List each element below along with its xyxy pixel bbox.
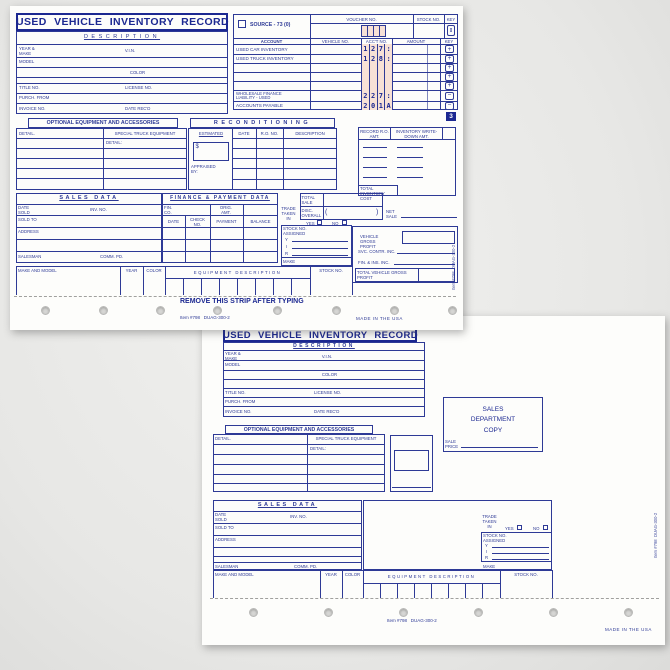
digit-cell: 1 — [377, 101, 385, 110]
form2-made-in-usa: MADE IN THE USA — [605, 627, 652, 632]
rule — [291, 278, 292, 295]
rule — [16, 138, 187, 139]
voucher-no-header: VOUCHER NO. — [346, 16, 377, 22]
date-recd-label: DATE REC'D — [125, 105, 151, 111]
rule — [300, 206, 383, 207]
digit-cell: A — [384, 101, 392, 110]
form1-made-in-usa: MADE IN THE USA — [356, 316, 403, 321]
rule — [492, 553, 549, 554]
rule — [219, 278, 220, 295]
form2-title: USED VEHICLE INVENTORY RECORD — [223, 330, 418, 341]
digit-cell: : — [384, 54, 392, 63]
rule — [223, 350, 425, 351]
rule — [213, 454, 385, 455]
appraised-by-label: APPRAISED BY: — [191, 164, 216, 175]
key-plus: + — [445, 45, 454, 53]
rule — [392, 38, 393, 110]
rule — [213, 570, 552, 571]
digit-cell: 8 — [377, 54, 385, 63]
r-label: R — [285, 251, 289, 256]
rule — [16, 266, 352, 267]
yes-label: YES — [306, 221, 315, 226]
date-sold-label: DATE SOLD — [215, 512, 227, 523]
rule — [213, 570, 214, 598]
acct-no-cells — [362, 90, 392, 101]
digit-cell — [377, 72, 385, 81]
vin-label: V.I.N. — [124, 48, 136, 53]
make-label: MAKE — [283, 259, 296, 264]
color-label: COLOR — [321, 372, 338, 377]
digit-cell: 7 — [377, 44, 385, 54]
rule — [380, 583, 381, 598]
rule — [292, 248, 348, 249]
special-truck-label: SPECIAL TRUCK EQUIPMENT — [315, 436, 377, 441]
rule — [16, 57, 228, 58]
model-label: MODEL — [19, 59, 35, 64]
yes-label: YES — [505, 526, 514, 531]
rule — [281, 257, 352, 258]
digit-cell: 2 — [369, 90, 377, 101]
recon-desc-header: DESCRIPTION — [295, 131, 325, 136]
entry-line — [363, 147, 387, 148]
total-sale-label: TOTAL SALE — [301, 195, 315, 206]
stock-no-header: STOCK NO. — [416, 16, 441, 22]
finance-heading: FINANCE & PAYMENT DATA — [170, 194, 270, 201]
rule — [552, 570, 553, 598]
year-make-label: YEAR & MAKE — [19, 45, 35, 56]
vgp-value-box — [402, 231, 455, 244]
rule — [162, 215, 278, 216]
punch-hole — [156, 306, 165, 315]
digit-cell: 0 — [369, 101, 377, 110]
date-sold-label: DATE SOLD — [18, 205, 30, 216]
rule — [183, 278, 184, 295]
sales-copy-form — [202, 316, 665, 645]
rule — [223, 379, 425, 380]
digit-cell — [369, 72, 377, 81]
key-plus: + — [445, 55, 454, 63]
rule — [213, 511, 362, 512]
rule — [233, 63, 458, 64]
rule — [232, 148, 337, 149]
digit-cell: 1 — [363, 54, 368, 63]
entry-line — [397, 157, 423, 158]
acct-no-cells — [362, 63, 392, 72]
rule — [273, 278, 274, 295]
key-minus: − — [445, 92, 454, 100]
invoice-no-label: INVOICE NO. — [225, 408, 252, 414]
yes-checkbox — [517, 525, 522, 530]
total-inventory-label: TOTAL INVENTORY COST — [360, 186, 385, 202]
rule — [465, 583, 466, 598]
punch-hole — [249, 608, 258, 617]
punch-hole — [474, 608, 483, 617]
fin-date-header: DATE — [167, 219, 180, 224]
dollar-sign: $ — [195, 144, 199, 150]
account-row-label: USED CAR INVENTORY — [236, 46, 288, 52]
rule — [358, 139, 456, 140]
fin-co-label: FIN. CO. — [164, 205, 173, 216]
entry-line — [394, 264, 455, 265]
rule — [213, 464, 385, 465]
original-form — [10, 6, 463, 330]
voucher-digit-cells — [361, 25, 386, 37]
form2-sales-heading: SALES DATA — [257, 502, 318, 508]
entry-line — [363, 157, 387, 158]
form2-side-item-number: Item #798 DUAG-300-2 — [653, 512, 658, 558]
rule — [232, 179, 337, 180]
digit-cell — [384, 81, 392, 90]
rule — [16, 158, 187, 159]
rule — [233, 81, 458, 82]
rule — [243, 204, 244, 215]
digit-cell — [377, 81, 385, 90]
no-label: NO — [332, 221, 339, 226]
rule — [223, 406, 425, 407]
rule — [16, 178, 187, 179]
opt-equip-heading: OPTIONAL EQUIPMENT AND ACCESSORIES — [46, 120, 160, 126]
perforation-line — [210, 598, 659, 599]
sold-to-label: SOLD TO — [18, 217, 37, 222]
entry-line — [397, 177, 423, 178]
address-label: ADDRESS — [215, 537, 236, 542]
inv-no-label: INV. NO. — [290, 514, 307, 519]
rule — [16, 251, 162, 252]
key-box-I: I — [447, 25, 455, 36]
punch-hole — [99, 306, 108, 315]
rule — [16, 168, 187, 169]
rule — [16, 215, 162, 216]
recon-heading: RECONDITIONING — [213, 120, 312, 126]
key-plus: + — [445, 73, 454, 81]
rule — [213, 474, 385, 475]
vin-label: V.I.N. — [321, 353, 333, 359]
model-label: MODEL — [225, 362, 241, 367]
side-tally-inner-box — [394, 450, 429, 471]
punch-hole — [549, 608, 558, 617]
rule — [482, 583, 483, 598]
acct-no-cells — [362, 101, 392, 110]
rule — [16, 239, 162, 240]
address-label: ADDRESS — [18, 229, 39, 234]
rule — [233, 44, 458, 45]
purch-from-label: PURCH. FROM — [19, 95, 50, 100]
punch-hole — [390, 306, 399, 315]
equip-desc-label: EQUIPMENT DESCRIPTION — [387, 574, 476, 579]
rule — [16, 148, 187, 149]
punch-hole — [324, 608, 333, 617]
page-key: 3 — [446, 112, 456, 121]
form2-description-heading: DESCRIPTION — [293, 342, 355, 349]
digit-cell: 2 — [363, 101, 368, 110]
rule — [213, 535, 362, 536]
disc-overall-label: DISC. OVERALL — [301, 208, 322, 219]
rule — [213, 444, 385, 445]
punch-hole — [624, 608, 633, 617]
rule — [233, 72, 458, 73]
digit-cell: 7 — [377, 90, 385, 101]
rule — [392, 487, 431, 488]
rule — [440, 38, 441, 110]
recon-date-header: DATE — [238, 131, 250, 136]
punch-hole — [399, 608, 408, 617]
rule — [492, 547, 549, 548]
comm-pd-label: COMM. PD. — [294, 563, 318, 569]
rule — [162, 227, 278, 228]
rule — [201, 278, 202, 295]
rule — [232, 158, 337, 159]
sale-price-label: SALE PRICE — [445, 439, 459, 450]
rule — [310, 23, 458, 24]
make-model-label: MAKE AND MODEL — [215, 572, 254, 577]
rule — [213, 523, 362, 524]
account-header: ACCOUNT — [260, 39, 283, 44]
entry-line — [397, 253, 455, 254]
inv-no-label: INV. NO. — [90, 207, 107, 212]
rule — [223, 370, 425, 371]
digit-cell — [369, 63, 377, 72]
stock-assigned-label: STOCK NO. ASSIGNED — [283, 226, 307, 237]
payment-header: PAYMENT — [216, 219, 237, 224]
rule — [232, 138, 337, 139]
key-plus: + — [445, 82, 454, 90]
stock-no-strip-label: STOCK NO. — [319, 267, 343, 273]
check-no-header: CHECK NO. — [190, 217, 206, 228]
rule — [427, 44, 428, 110]
rule — [397, 583, 398, 598]
estimated-label: ESTIMATED — [198, 130, 224, 136]
account-row-label: WHOLESALE FINANCE LIABILITY - USED — [236, 90, 282, 101]
rule — [16, 77, 228, 78]
vehicle-no-header: VEHICLE NO. — [321, 39, 350, 44]
digit-cell: 2 — [369, 44, 377, 54]
digit-cell: : — [384, 90, 392, 101]
source-checkbox — [238, 20, 246, 28]
remove-strip-note: REMOVE THIS STRIP AFTER TYPING — [180, 298, 304, 305]
no-label: NO — [533, 526, 540, 531]
punch-hole — [448, 306, 457, 315]
vgp-label: VEHICLE GROSS PROFIT — [360, 234, 379, 250]
digit-cell — [369, 81, 377, 90]
key-minus: − — [445, 102, 454, 110]
rule — [16, 44, 228, 45]
special-truck-label: SPECIAL TRUCK EQUIPMENT — [114, 130, 176, 136]
detail-label: DETAIL. — [215, 436, 231, 441]
paren-close: ) — [376, 208, 379, 216]
rule — [255, 278, 256, 295]
rule — [213, 547, 362, 548]
detail2-label: DETAIL: — [106, 140, 122, 145]
rule — [233, 54, 458, 55]
digit-cell — [362, 81, 369, 90]
make-model-label: MAKE AND MODEL — [18, 268, 57, 273]
acct-no-cells — [362, 44, 392, 54]
rule — [210, 204, 211, 215]
ro-no-header: R.O. NO. — [260, 131, 279, 136]
rule — [414, 583, 415, 598]
entry-line — [401, 217, 457, 218]
rule — [16, 204, 162, 205]
title-no-label: TITLE NO. — [19, 85, 40, 90]
svc-contr-label: SVC. CONTR. INC. — [358, 249, 396, 254]
punch-hole — [273, 306, 282, 315]
form2-opt-equip-heading: OPTIONAL EQUIPMENT AND ACCESSORIES — [243, 426, 355, 433]
digit-cell — [362, 63, 369, 72]
salesman-label: SALESMAN — [215, 563, 239, 569]
purch-from-label: PURCH. FROM — [225, 399, 256, 404]
digit-cell: 2 — [369, 54, 377, 63]
punch-hole — [41, 306, 50, 315]
rule — [16, 67, 228, 68]
amount-header: AMOUNT — [406, 39, 426, 44]
year-make-label: YEAR & MAKE — [225, 351, 241, 362]
perforation-line — [14, 296, 456, 297]
trade-taken-in-label: TRADE TAKEN IN — [281, 206, 296, 222]
rule — [310, 14, 311, 110]
form1-side-item-number: Item #798 DUAG-300-2 — [451, 244, 456, 290]
y-label: Y — [485, 543, 488, 548]
comm-pd-label: COMM. PD. — [100, 254, 124, 259]
form1-description-heading: DESCRIPTION — [83, 34, 161, 40]
stock-no-strip-label: STOCK NO. — [514, 572, 538, 577]
stock-assigned-label: STOCK NO. ASSIGNED — [483, 533, 507, 544]
rule — [162, 251, 278, 252]
account-row-label: USED TRUCK INVENTORY — [236, 56, 294, 61]
fin-ins-label: FIN. & INS. INC. — [358, 260, 390, 265]
digit-cell: : — [384, 44, 392, 54]
digit-cell — [384, 63, 392, 72]
trade-taken-in-label: TRADE TAKEN IN — [482, 514, 497, 530]
source-label: SOURCE - 73 (0) — [250, 22, 291, 28]
rule — [213, 556, 362, 557]
entry-line — [363, 177, 387, 178]
entry-line — [397, 167, 423, 168]
digit-cell — [362, 72, 369, 81]
color-label: COLOR — [129, 69, 146, 75]
rule — [292, 255, 348, 256]
detail-label: DETAIL. — [19, 131, 35, 136]
rule — [16, 227, 162, 228]
rule — [223, 397, 425, 398]
paren-open: ( — [325, 208, 328, 216]
total-vgp-label: TOTAL VEHICLE GROSS PROFIT — [357, 270, 407, 281]
copy-designation: SALES DEPARTMENT COPY — [470, 406, 516, 434]
form1-item-number: Item #798 DUAG-300-2 — [180, 315, 230, 320]
form1-title: USED VEHICLE INVENTORY RECORD — [16, 16, 230, 28]
make-label: MAKE — [483, 564, 496, 569]
acct-no-header: ACC'T NO. — [365, 39, 388, 44]
key-plus: + — [445, 64, 454, 72]
acct-no-cells — [362, 54, 392, 63]
year-label: YEAR — [325, 572, 337, 577]
balance-header: BALANCE — [250, 219, 271, 224]
rule — [461, 447, 538, 448]
record-ro-amt-header: RECORD R.O. AMT. — [360, 129, 389, 140]
digit-cell — [377, 63, 385, 72]
rule — [16, 103, 228, 104]
rule — [292, 241, 348, 242]
rule — [418, 268, 419, 282]
entry-line — [363, 167, 387, 168]
rule — [232, 168, 337, 169]
rule — [223, 388, 425, 389]
rule — [352, 266, 353, 295]
net-sale-label: NET SALE — [386, 209, 397, 220]
color-strip-label: COLOR — [146, 268, 162, 273]
year-label: YEAR — [125, 268, 138, 273]
color-strip-label: COLOR — [344, 572, 361, 577]
rule — [213, 483, 385, 484]
no-checkbox — [543, 525, 548, 530]
title-no-label: TITLE NO. — [225, 390, 246, 395]
date-recd-label: DATE REC'D — [314, 408, 340, 414]
r-label: R — [485, 555, 489, 560]
sold-to-label: SOLD TO — [215, 525, 234, 530]
punch-hole — [332, 306, 341, 315]
punch-hole — [213, 306, 222, 315]
acct-no-cells — [362, 81, 392, 90]
rule — [223, 360, 425, 361]
rule — [431, 583, 432, 598]
rule — [16, 83, 228, 84]
digit-cell: 1 — [363, 45, 368, 53]
i-label: I — [286, 244, 288, 249]
detail2-label: DETAIL: — [310, 446, 326, 451]
digit-cell — [384, 72, 392, 81]
form2-item-number: Item #798 DUAG-300-2 — [387, 618, 437, 623]
form1-sales-heading: SALES DATA — [59, 195, 119, 201]
key-header-2: KEY — [444, 39, 454, 44]
salesman-label: SALESMAN — [18, 254, 42, 259]
entry-line — [397, 147, 423, 148]
y-label: Y — [285, 237, 288, 242]
license-no-label: LICENSE NO. — [125, 85, 153, 90]
writedown-header: INVENTORY WRITE-DOWN AMT. — [395, 129, 438, 140]
digit-cell: 2 — [363, 91, 368, 100]
equip-desc-label: EQUIPMENT DESCRIPTION — [193, 269, 282, 275]
invoice-no-label: INVOICE NO. — [19, 105, 46, 111]
rule — [237, 278, 238, 295]
rule — [442, 127, 443, 139]
orig-amt-label: ORIG. AMT. — [219, 205, 233, 216]
key-header: KEY — [446, 16, 456, 22]
digit-cell — [379, 26, 385, 36]
rule — [492, 559, 549, 560]
i-label: I — [486, 549, 488, 554]
rule — [16, 266, 17, 295]
rule — [448, 583, 449, 598]
account-row-label: ACCOUNTS PAYABLE — [236, 103, 283, 108]
rule — [16, 93, 228, 94]
rule — [162, 239, 278, 240]
license-no-label: LICENSE NO. — [314, 390, 342, 395]
acct-no-cells — [362, 72, 392, 81]
